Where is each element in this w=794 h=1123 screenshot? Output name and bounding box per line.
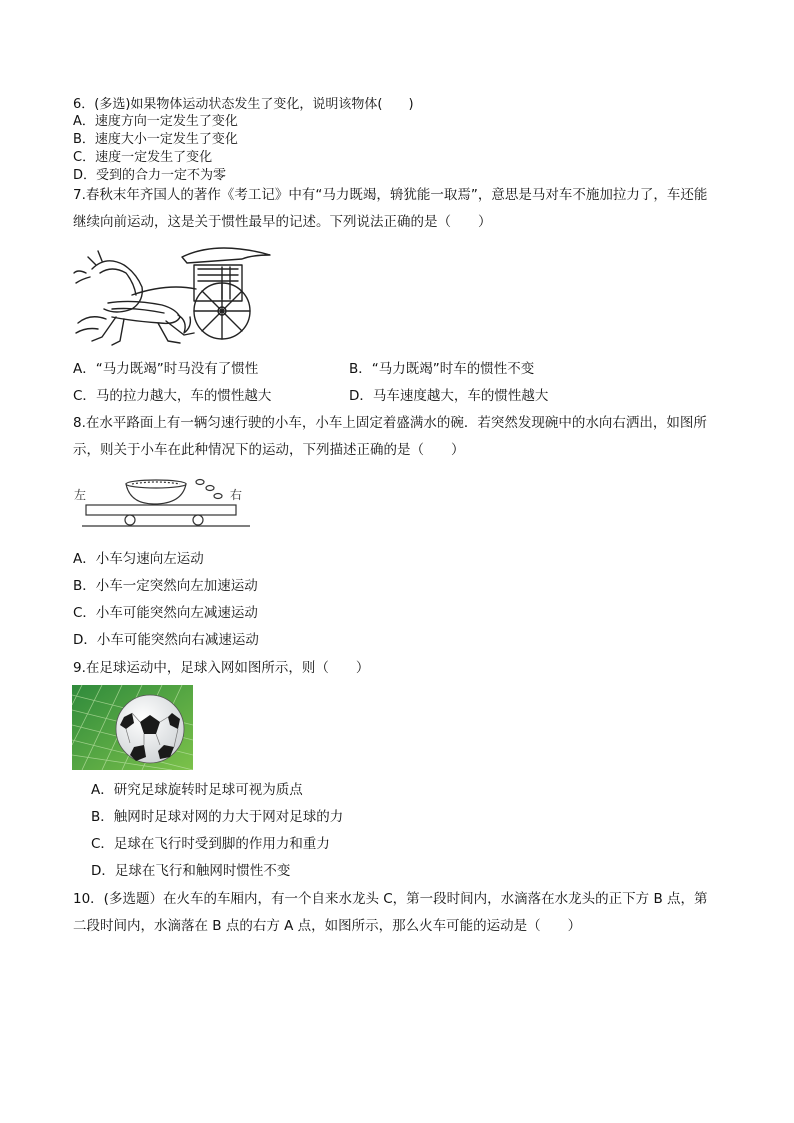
q7-option-c: C．马的拉力越大，车的惯性越大 <box>73 388 272 404</box>
q8-option-c: C．小车可能突然向左减速运动 <box>73 605 258 621</box>
q6-option-a: A．速度方向一定发生了变化 <box>73 114 238 129</box>
fig-right-label: 右 <box>230 488 243 502</box>
q7-option-a: A．“马力既竭”时马没有了惯性 <box>73 361 259 377</box>
q6-option-d: D．受到的合力一定不为零 <box>73 168 227 183</box>
horse-chariot-illustration <box>72 243 272 348</box>
q7-stem-line1: 7.春秋末年齐国人的著作《考工记》中有“马力既竭，辀犹能一取焉”，意思是马对车不施加拉力了，车还能 <box>73 187 708 203</box>
q10-stem-line2: 二段时间内，水滴落在 B 点的右方 A 点，如图所示，那么火车可能的运动是（ ） <box>73 918 582 934</box>
q9-option-d: D．足球在飞行和触网时惯性不变 <box>91 863 291 879</box>
fig-left-label: 左 <box>74 488 87 502</box>
q8-stem-line1: 8.在水平路面上有一辆匀速行驶的小车，小车上固定着盛满水的碗．若突然发现碗中的水向右洒出，如图所 <box>73 415 707 431</box>
q6-stem: 6．(多选)如果物体运动状态发生了变化，说明该物体( ) <box>73 97 414 112</box>
cart-bowl-diagram <box>72 474 254 530</box>
q7-stem-line2: 继续向前运动，这是关于惯性最早的记述。下列说法正确的是（ ） <box>73 214 492 230</box>
q6-option-b: B．速度大小一定发生了变化 <box>73 132 238 147</box>
q8-option-b: B．小车一定突然向左加速运动 <box>73 578 258 594</box>
q8-option-d: D．小车可能突然向右减速运动 <box>73 632 259 648</box>
q9-option-b: B．触网时足球对网的力大于网对足球的力 <box>91 809 344 825</box>
q7-option-b: B．“马力既竭”时车的惯性不变 <box>349 361 535 377</box>
q7-option-d: D．马车速度越大，车的惯性越大 <box>349 388 549 404</box>
q8-stem-line2: 示，则关于小车在此种情况下的运动，下列描述正确的是（ ） <box>73 442 465 458</box>
soccer-ball-photo <box>72 685 193 770</box>
q9-option-c: C．足球在飞行时受到脚的作用力和重力 <box>91 836 330 852</box>
q6-option-c: C．速度一定发生了变化 <box>73 150 213 165</box>
q10-stem-line1: 10．(多选题）在火车的车厢内，有一个自来水龙头 C，第一段时间内，水滴落在水龙头的正下方 B 点，第 <box>73 891 708 907</box>
q8-option-a: A．小车匀速向左运动 <box>73 551 204 567</box>
q9-option-a: A．研究足球旋转时足球可视为质点 <box>91 782 303 798</box>
q9-stem: 9.在足球运动中，足球入网如图所示，则（ ） <box>73 660 370 676</box>
